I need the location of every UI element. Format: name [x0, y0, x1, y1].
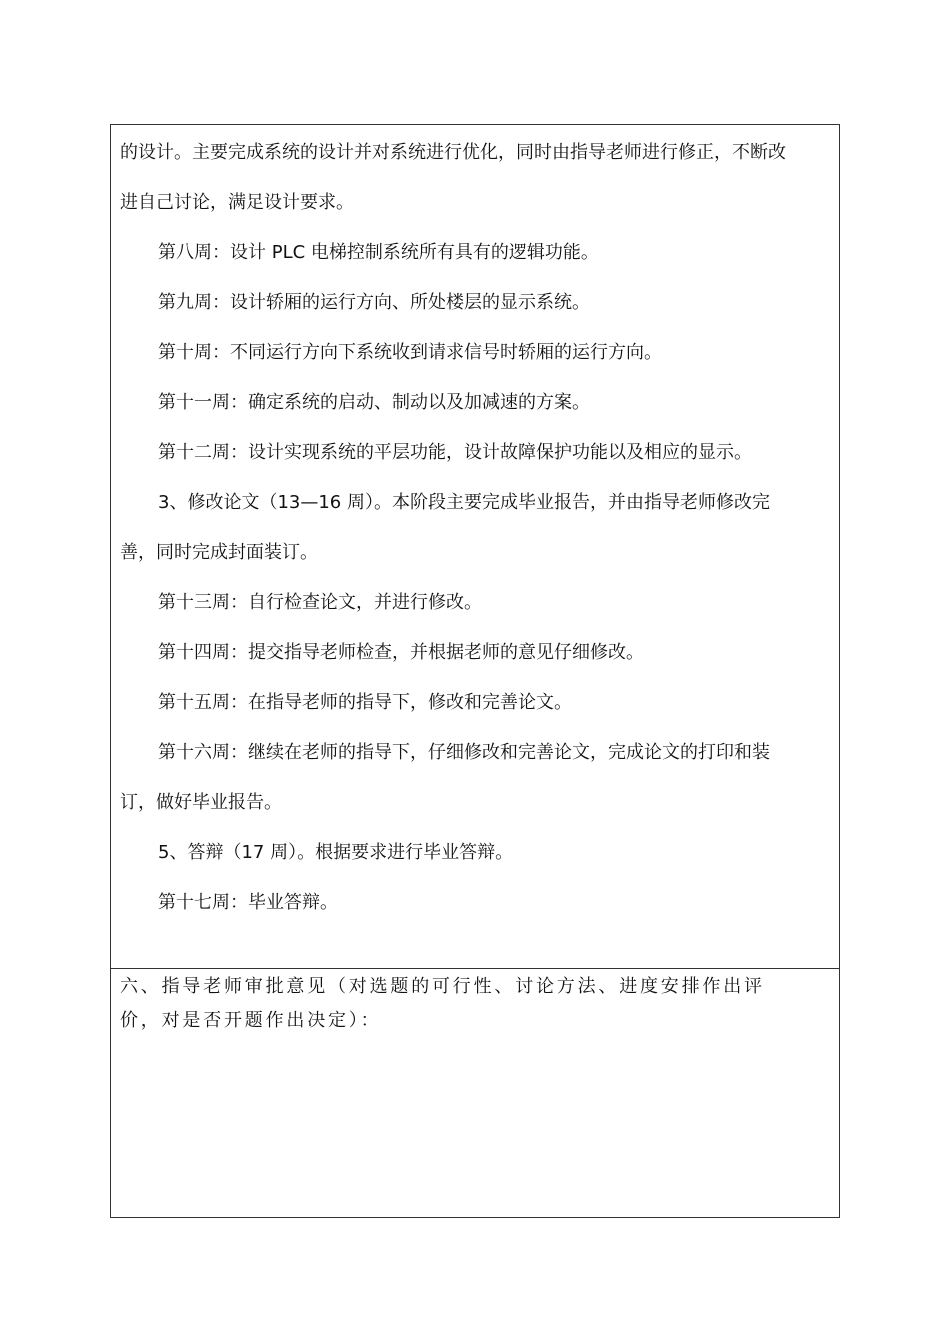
- phase-3-heading: 3、修改论文（13—16 周）。本阶段主要完成毕业报告，并由指导老师修改完: [158, 492, 770, 513]
- week-8-line: 第八周：设计 PLC 电梯控制系统所有具有的逻辑功能。: [158, 242, 599, 263]
- advisor-opinion-section: [111, 969, 839, 1217]
- opinion-heading: 六、指导老师审批意见（对选题的可行性、讨论方法、进度安排作出评: [120, 976, 765, 997]
- schedule-line: 的设计。主要完成系统的设计并对系统进行优化，同时由指导老师进行修正，不断改: [120, 142, 786, 163]
- week-9-line: 第九周：设计轿厢的运行方向、所处楼层的显示系统。: [158, 292, 590, 313]
- opinion-heading-continuation: 价，对是否开题作出决定）：: [120, 1010, 382, 1031]
- week-10-line: 第十周：不同运行方向下系统收到请求信号时轿厢的运行方向。: [158, 342, 662, 363]
- week-16-line: 第十六周：继续在老师的指导下，仔细修改和完善论文，完成论文的打印和装: [158, 742, 770, 763]
- schedule-line: 进自己讨论，满足设计要求。: [120, 192, 354, 213]
- week-11-line: 第十一周：确定系统的启动、制动以及加减速的方案。: [158, 392, 590, 413]
- phase-3-continuation: 善，同时完成封面装订。: [120, 542, 318, 563]
- week-15-line: 第十五周：在指导老师的指导下，修改和完善论文。: [158, 692, 572, 713]
- schedule-section: [111, 125, 839, 969]
- phase-5-heading: 5、答辩（17 周）。根据要求进行毕业答辩。: [158, 842, 514, 863]
- week-12-line: 第十二周：设计实现系统的平层功能，设计故障保护功能以及相应的显示。: [158, 442, 752, 463]
- week-14-line: 第十四周：提交指导老师检查，并根据老师的意见仔细修改。: [158, 642, 644, 663]
- week-16-continuation: 订，做好毕业报告。: [120, 792, 282, 813]
- week-13-line: 第十三周：自行检查论文，并进行修改。: [158, 592, 482, 613]
- form-table: [110, 124, 840, 1218]
- week-17-line: 第十七周：毕业答辩。: [158, 892, 338, 913]
